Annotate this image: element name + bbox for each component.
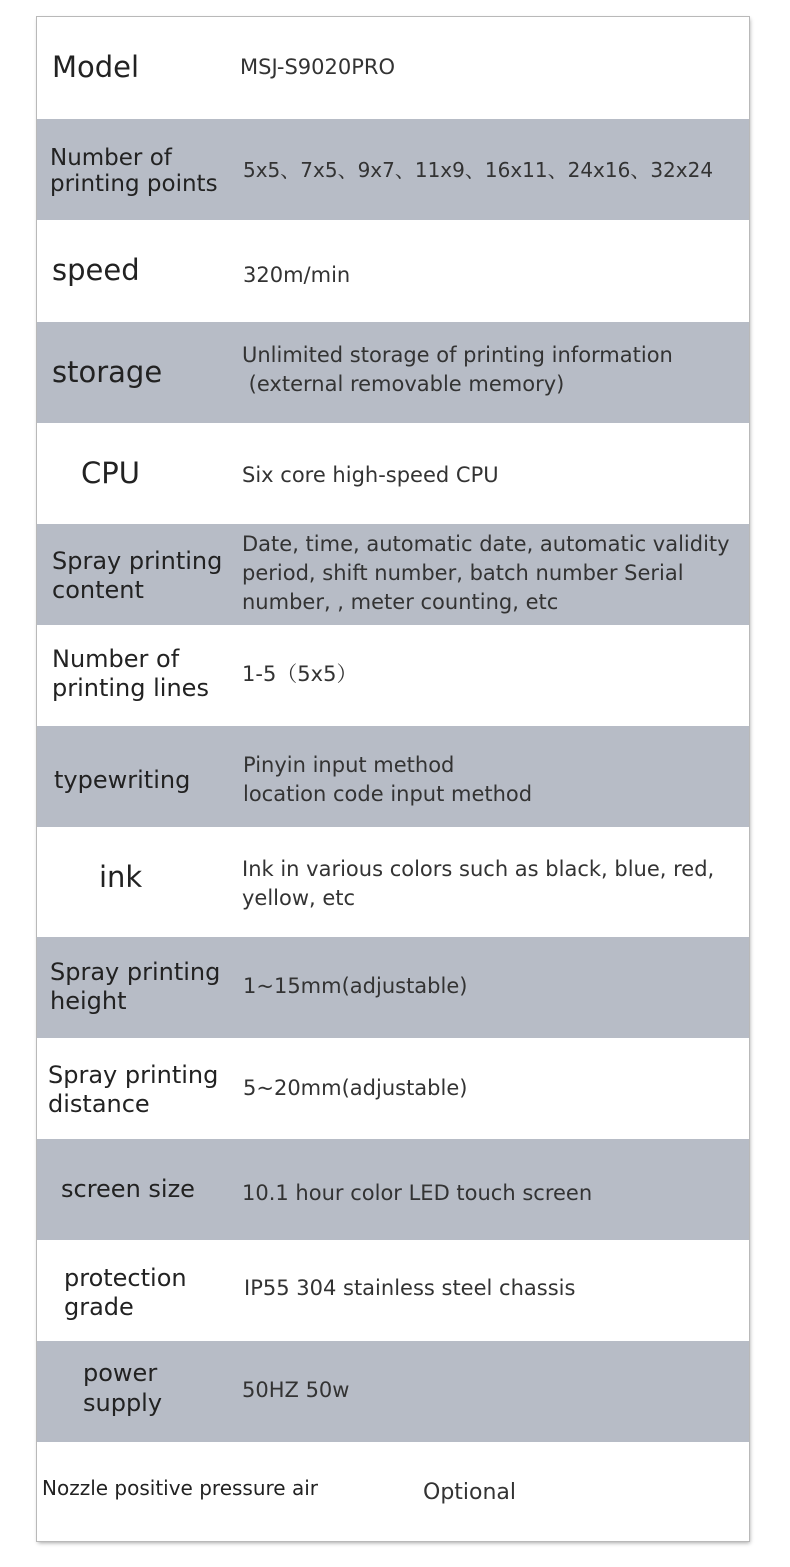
spec-value: 320m/min: [243, 263, 351, 287]
spec-label: Spray printing content: [52, 547, 223, 604]
spec-row-model: [37, 17, 749, 119]
spec-label: CPU: [81, 456, 140, 490]
spec-row-ink: [37, 827, 749, 937]
spec-value: 10.1 hour color LED touch screen: [242, 1181, 593, 1205]
spec-value: Ink in various colors such as black, blue, red, yellow, etc: [242, 857, 715, 910]
spec-row-typewriting: [37, 726, 749, 827]
spec-row-height: [37, 937, 749, 1038]
spec-value: Pinyin input method location code input method: [243, 753, 533, 806]
spec-label: storage: [52, 355, 163, 389]
spec-value: Six core high-speed CPU: [242, 463, 499, 487]
spec-value: 1~15mm(adjustable): [243, 974, 468, 998]
spec-label: typewriting: [54, 766, 191, 794]
spec-label: Nozzle positive pressure air: [42, 1476, 318, 1500]
spec-label: Model: [52, 50, 140, 84]
spec-row-screen-size: [37, 1139, 749, 1240]
spec-label: Number of printing lines: [52, 645, 209, 702]
spec-value: Date, time, automatic date, automatic validity period, shift number, batch number Serial number, , meter counting, etc: [242, 532, 730, 614]
spec-value: 5x5、7x5、9x7、11x9、16x11、24x16、32x24: [243, 158, 714, 182]
spec-row-content: [37, 524, 749, 625]
spec-label: power supply: [83, 1359, 163, 1417]
spec-label: protection grade: [64, 1264, 187, 1321]
spec-label: screen size: [61, 1175, 195, 1203]
spec-table: [37, 17, 749, 1541]
spec-value: MSJ-S9020PRO: [240, 55, 396, 79]
spec-value: Unlimited storage of printing information (external removable memory): [242, 343, 673, 396]
spec-label: speed: [52, 253, 140, 287]
spec-row-printing-lines: [37, 625, 749, 726]
spec-row-distance: [37, 1038, 749, 1139]
spec-value: 50HZ 50w: [242, 1378, 350, 1402]
spec-row-protection-grade: [37, 1240, 749, 1341]
spec-label: Number of printing points: [50, 145, 218, 197]
spec-label: ink: [99, 860, 143, 894]
spec-value: Optional: [423, 1480, 517, 1505]
spec-label: Spray printing distance: [48, 1061, 219, 1118]
spec-row-power-supply: [37, 1341, 749, 1442]
spec-value: IP55 304 stainless steel chassis: [244, 1276, 576, 1300]
spec-value: 1-5（5x5）: [242, 662, 358, 686]
spec-row-storage: [37, 322, 749, 423]
spec-row-speed: [37, 220, 749, 322]
spec-label: Spray printing height: [50, 958, 221, 1015]
spec-row-printing-points: [37, 119, 749, 220]
spec-value: 5~20mm(adjustable): [243, 1076, 468, 1100]
spec-row-cpu: [37, 423, 749, 524]
spec-row-nozzle-air: [37, 1442, 749, 1541]
